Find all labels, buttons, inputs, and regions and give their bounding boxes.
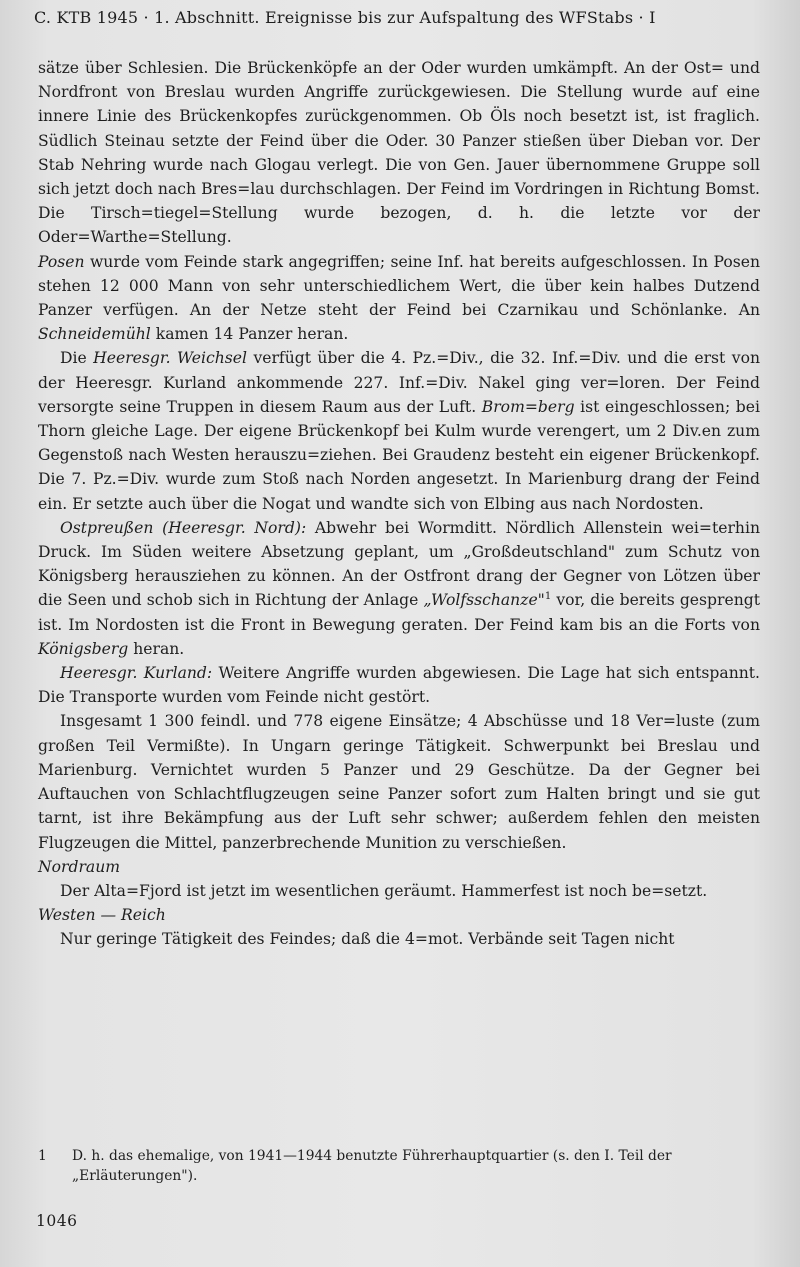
heading-westen-reich: Westen — Reich [38,906,166,925]
paragraph-nordraum: Der Alta=Fjord ist jetzt im wesentlichen geräumt. Hammerfest ist noch be=setzt. [60,881,708,900]
running-header: C. KTB 1945 · 1. Abschnitt. Ereignisse bis zur Aufspaltung des WFStabs · I [34,8,656,27]
section-ostpreussen: Ostpreußen (Heeresgr. Nord): [60,518,307,537]
footnote-number: 1 [38,1148,47,1164]
footnote-ref: 1 [544,591,552,603]
paragraph-posen: Posen wurde vom Feinde stark angegriffen; seine Inf. hat bereits aufgeschlossen. In Posen stehen 12 000 Mann von sehr unterschiedlichem Wert, die über kein halbes Dutzend Panzer verfügen. An der Netze steht der Feind bei Czarnikau und Schönlanke. An Schneidemühl kamen 14 Panzer heran. [38,252,760,344]
place-koenigsberg: Königsberg [38,639,129,658]
paragraph-weichsel: Die Heeresgr. Weichsel verfügt über die 4. Pz.=Div., die 32. Inf.=Div. und die erst von der Heeresgr. Kurland ankommende 227. Inf.=Div. Nakel ging ver=loren. Der Feind versorgte seine Truppen in diesem Raum aus der Luft. Brom=berg ist eingeschlossen; bei Thorn gleiche Lage. Der eigene Brückenkopf bei Kulm wurde verengert, um 2 Div.en zum Gegenstoß nach Westen herauszu=ziehen. Bei Graudenz besteht ein eigener Brückenkopf. Die 7. Pz.=Div. wurde zum Stoß nach Norden angesetzt. In Marienburg drang der Feind ein. Er setzte auch über die Nogat und wandte sich von Elbing aus nach Nordosten. [38,349,761,513]
footnote-text: D. h. das ehemalige, von 1941—1944 benutzte Führerhauptquartier (s. den I. Teil der „Erläuterungen"). [72,1148,672,1184]
paragraph-kurland: Heeresgr. Kurland: Weitere Angriffe wurden abgewiesen. Die Lage hat sich entspannt. Die Transporte wurden vom Feinde nicht gestört. [38,664,761,707]
main-text [38,56,760,952]
place-bromberg: Brom=berg [481,397,575,416]
place-wolfsschanze: „Wolfsschanze" [423,591,545,610]
paragraph-insgesamt: Insgesamt 1 300 feindl. und 778 eigene Einsätze; 4 Abschüsse und 18 Ver=luste (zum großen Teil Vermißte). In Ungarn geringe Tätigkeit. Schwerpunkt bei Breslau und Marienburg. Vernichtet wurden 5 Panzer und 29 Geschütze. Da der Gegner bei Auftauchen von Schlachtflugzeugen seine Panzer sofort zum Halten bringt und sie gut tarnt, ist ihre Bekämpfung aus der Luft sehr schwer; außerdem fehlen den meisten Flugzeugen die Mittel, panzerbrechende Munition zu verschießen. [38,712,760,852]
place-posen: Posen [38,252,85,271]
place-schneidemuehl: Schneidemühl [38,325,151,344]
paragraph-ostpreussen: Ostpreußen (Heeresgr. Nord): Abwehr bei Wormditt. Nördlich Allenstein wei=terhin Druck. Im Süden weitere Absetzung geplant, um „Großdeutschland" zum Schutz von Königsberg herausziehen zu können. An der Ostfront drang der Gegner von Lötzen über die Seen und schob sich in Richtung der Anlage „Wolfsschanze"$^1$ vor, die bereits gesprengt ist. Im Nordosten ist die Front in Bewegung geraten. Der Feind kam bis an die Forts von Königsberg heran. [38,518,760,658]
section-kurland: Heeresgr. Kurland: [60,664,213,683]
paragraph-westen: Nur geringe Tätigkeit des Feindes; daß die 4=mot. Verbände seit Tagen nicht [60,930,675,949]
footnote [38,1146,760,1186]
heading-nordraum: Nordraum [38,857,121,876]
army-group-weichsel: Heeresgr. Weichsel [93,349,247,368]
paragraph-schlesien: sätze über Schlesien. Die Brückenköpfe an der Oder wurden umkämpft. An der Ost= und Nordfront von Breslau wurden Angriffe zurückgewiesen. Die Stellung wurde auf eine innere Linie des Brückenkopfes zurückgenommen. Ob Öls noch besetzt ist, ist fraglich. Südlich Steinau setzte der Feind über die Oder. 30 Panzer stießen über Dieban vor. Der Stab Nehring wurde nach Glogau verlegt. Die von Gen. Jauer übernommene Gruppe soll sich jetzt doch nach Bres=lau durchschlagen. Der Feind im Vordringen in Richtung Bomst. Die Tirsch=tiegel=Stellung wurde bezogen, d. h. die letzte vor der Oder=Warthe=Stellung. [38,59,760,247]
page-number: 1046 [36,1212,78,1230]
